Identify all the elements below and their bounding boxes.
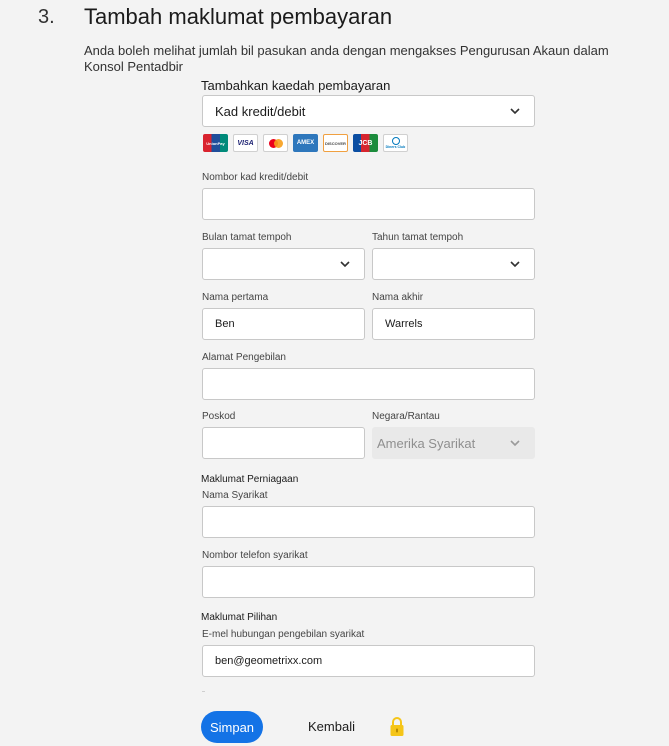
- step-description: Anda boleh melihat jumlah bil pasukan anda dengan mengakses Pengurusan Akaun dalam Konsol Pentadbir: [84, 43, 609, 74]
- country-label: Negara/Rantau: [372, 411, 440, 422]
- postcode-label: Poskod: [202, 411, 236, 422]
- card-number-input[interactable]: [202, 188, 535, 220]
- divider: [202, 691, 205, 692]
- expiry-year-select[interactable]: [372, 248, 535, 280]
- payment-method-select[interactable]: [202, 95, 535, 127]
- unionpay-logo-text: UnionPay: [206, 140, 225, 146]
- mastercard-logo: [263, 134, 288, 152]
- discover-logo-text: DISCOVER: [325, 140, 346, 146]
- card-number-label: Nombor kad kredit/debit: [202, 172, 309, 183]
- first-name-input[interactable]: [202, 308, 365, 340]
- first-name-label: Nama pertama: [202, 292, 269, 303]
- unionpay-logo: [203, 134, 228, 152]
- step-title: Tambah maklumat pembayaran: [84, 4, 393, 29]
- diners-club-logo: [383, 134, 408, 152]
- chevron-down-icon: [338, 257, 352, 271]
- jcb-logo-text: JCB: [358, 139, 373, 147]
- diners-club-logo-text: Diners Club: [385, 145, 406, 149]
- company-phone-label: Nombor telefon syarikat: [202, 550, 308, 561]
- chevron-down-icon: [508, 436, 522, 450]
- discover-logo: [323, 134, 348, 152]
- country-select: [372, 427, 535, 459]
- last-name-label: Nama akhir: [372, 292, 424, 303]
- visa-logo: [233, 134, 258, 152]
- amex-logo-text: AMEX: [296, 140, 315, 146]
- billing-address-input[interactable]: [202, 368, 535, 400]
- chevron-down-icon: [508, 104, 522, 118]
- company-name-input[interactable]: [202, 506, 535, 538]
- card-logos: [203, 134, 408, 152]
- payment-method-label: Tambahkan kaedah pembayaran: [201, 78, 391, 93]
- expiry-year-label: Tahun tamat tempoh: [372, 232, 464, 243]
- last-name-input[interactable]: [372, 308, 535, 340]
- expiry-month-select[interactable]: [202, 248, 365, 280]
- business-info-heading: Maklumat Perniagaan: [201, 474, 299, 485]
- payment-method-value: Kad kredit/debit: [215, 103, 306, 119]
- chevron-down-icon: [508, 257, 522, 271]
- company-name-label: Nama Syarikat: [202, 490, 268, 501]
- visa-logo-text: VISA: [237, 139, 254, 147]
- country-value: Amerika Syarikat: [377, 435, 476, 451]
- postcode-input[interactable]: [202, 427, 365, 459]
- lock-icon: [389, 715, 405, 737]
- optional-info-heading: Maklumat Pilihan: [201, 612, 278, 623]
- jcb-logo: [353, 134, 378, 152]
- billing-address-label: Alamat Pengebilan: [202, 352, 286, 363]
- step-number: 3.: [38, 6, 55, 28]
- company-phone-input[interactable]: [202, 566, 535, 598]
- expiry-month-label: Bulan tamat tempoh: [202, 232, 292, 243]
- back-link[interactable]: Kembali: [308, 719, 355, 734]
- amex-logo: [293, 134, 318, 152]
- billing-email-input[interactable]: [202, 645, 535, 677]
- save-button[interactable]: Simpan: [201, 711, 263, 743]
- billing-email-label: E-mel hubungan pengebilan syarikat: [202, 629, 365, 640]
